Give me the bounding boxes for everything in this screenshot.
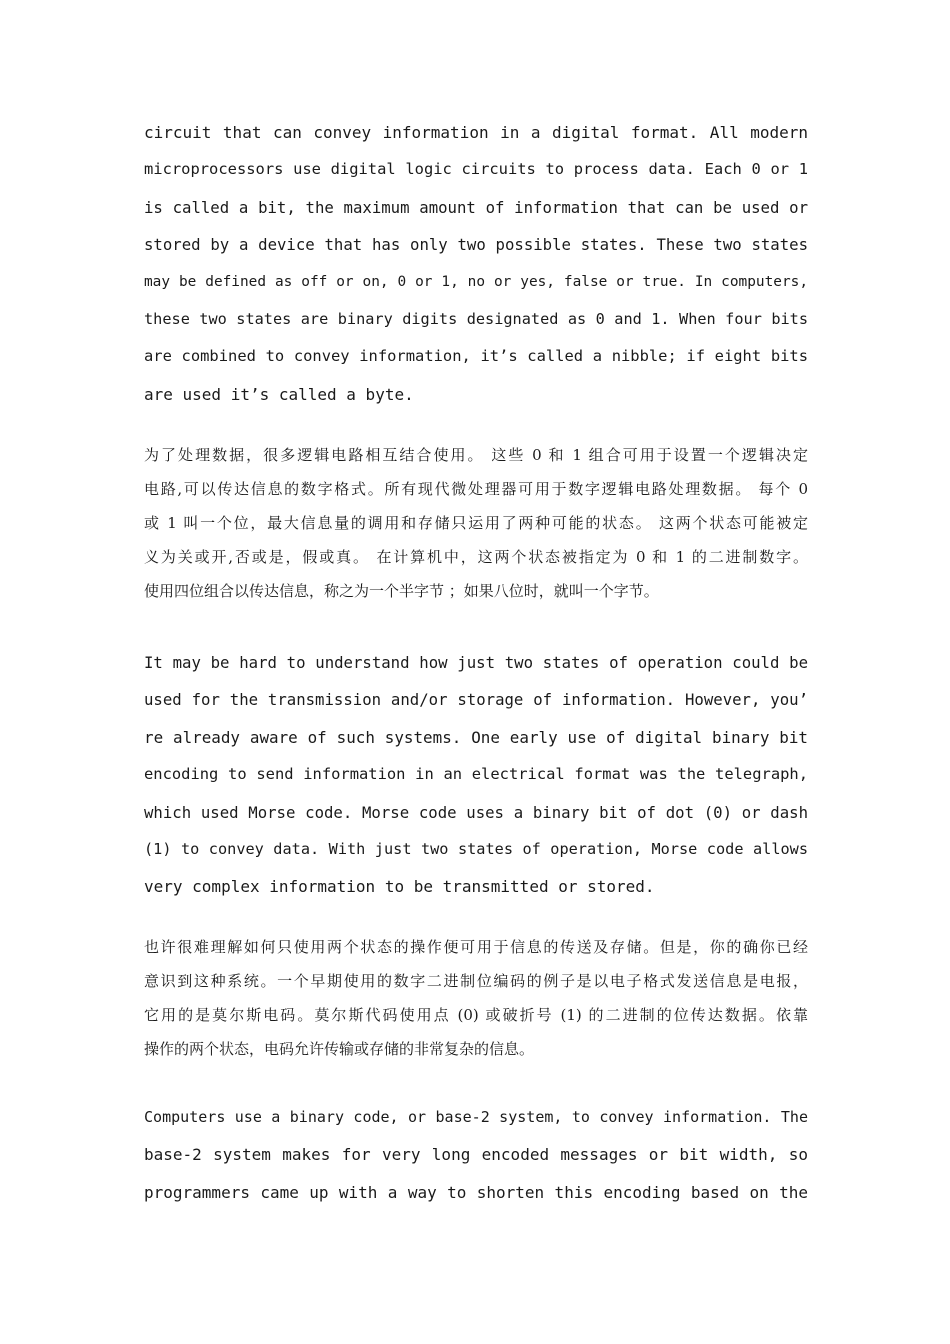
paragraph-chinese-binary-bits — [144, 438, 808, 608]
text-line: Computers use a binary code, or base-2 system, to convey information. The — [144, 1108, 808, 1126]
text-line: 意识到这种系统。一个早期使用的数字二进制位编码的例子是以电子格式发送信息是电报， — [144, 972, 808, 990]
text-line: stored by a device that has only two possible states. These two states — [144, 235, 808, 255]
text-line: re already aware of such systems. One early use of digital binary bit — [144, 727, 808, 747]
paragraph-english-binary-bits — [144, 114, 808, 413]
text-line: used for the transmission and/or storage of information. However, you’ — [144, 690, 808, 710]
text-line: (1) to convey data. With just two states of operation, Morse code allows — [144, 839, 808, 858]
text-line: 或 1 叫一个位，最大信息量的调用和存储只运用了两种可能的状态。 这两个状态可能被定 — [144, 514, 808, 532]
text-line: are used it’s called a byte. — [144, 384, 414, 404]
text-line: 义为关或开,否或是，假或真。 在计算机中，这两个状态被指定为 0 和 1 的二进制数字。 — [144, 548, 808, 566]
text-line: encoding to send information in an electrical format was the telegraph, — [144, 765, 808, 784]
paragraph-chinese-morse-code — [144, 930, 808, 1066]
text-line: circuit that can convey information in a digital format. All modern — [144, 123, 808, 142]
text-line: programmers came up with a way to shorten this encoding based on the — [144, 1182, 808, 1202]
text-line: is called a bit, the maximum amount of information that can be used or — [144, 197, 808, 217]
text-line: 操作的两个状态，电码允许传输或存储的非常复杂的信息。 — [144, 1040, 535, 1058]
text-line: 它用的是莫尔斯电码。莫尔斯代码使用点 (0) 或破折号 (1) 的二进制的位传达数据。依靠 — [144, 1006, 808, 1024]
text-line: microprocessors use digital logic circuits to process data. Each 0 or 1 — [144, 160, 808, 179]
text-line: 为了处理数据，很多逻辑电路相互结合使用。 这些 0 和 1 组合可用于设置一个逻辑决定 — [144, 446, 808, 464]
text-line: base-2 system makes for very long encoded messages or bit width, so — [144, 1145, 808, 1165]
paragraph-english-base2 — [144, 1099, 808, 1211]
paragraph-english-morse-code — [144, 644, 808, 906]
text-line: may be defined as off or on, 0 or 1, no or yes, false or true. In computers, — [144, 273, 808, 290]
text-line: which used Morse code. Morse code uses a binary bit of dot (0) or dash — [144, 802, 808, 822]
text-line: very complex information to be transmitted or stored. — [144, 877, 655, 897]
text-line: 电路,可以传达信息的数字格式。所有现代微处理器可用于数字逻辑电路处理数据。 每个 0 — [144, 480, 808, 498]
text-line: are combined to convey information, it’s called a nibble; if eight bits — [144, 347, 808, 366]
text-line: 使用四位组合以传达信息，称之为一个半字节 ；如果八位时，就叫一个字节。 — [144, 582, 659, 600]
text-line: these two states are binary digits designated as 0 and 1. When four bits — [144, 309, 808, 328]
text-line: 也许很难理解如何只使用两个状态的操作便可用于信息的传送及存储。但是，你的确你已经 — [144, 938, 808, 956]
text-line: It may be hard to understand how just two states of operation could be — [144, 653, 808, 672]
